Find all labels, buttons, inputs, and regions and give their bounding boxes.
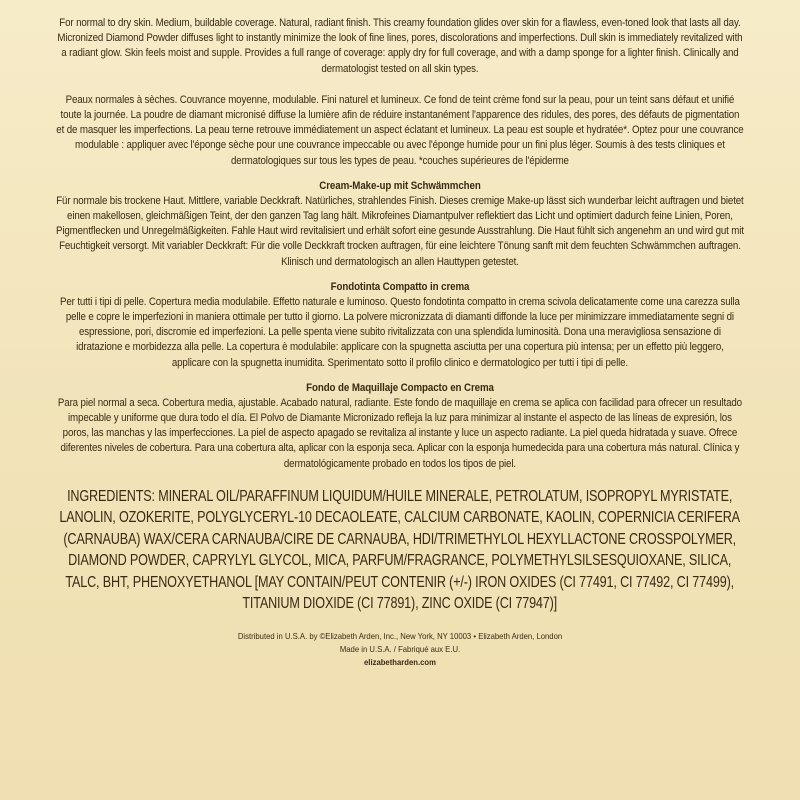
italian-section	[56, 280, 744, 371]
italian-description: Per tutti i tipi di pelle. Copertura media modulabile. Effetto naturale e luminoso. Questo fondotinta compatto in crema scivola delicatamente come una carezza sulla pelle e copre le imperfezioni in maniera ottimale per tutto il giorno. La polvere micronizzata di diamanti diffonde la luce per minimizzare immediatamente segni di espressione, pori, discromie ed imperfezioni. La pelle spenta viene subito rivitalizzata con una splendida luminosità. Dona una meravigliosa sensazione di idratazione e morbidezza alla pelle. La copertura è modulabile: applicare con la spugnetta asciutta per una copertura più intensa; per un effetto più leggero, applicare con la spugnetta inumidita. Sperimentato sotto il profilo clinico e dermatologico per tutti i tipi di pelle.	[60, 295, 740, 369]
made-in-line: Made in U.S.A. / Fabriqué aux E.U.	[339, 644, 461, 655]
english-description: For normal to dry skin. Medium, buildable coverage. Natural, radiant finish. This creamy foundation glides over skin for a flawless, even-toned look that lasts all day. Micronized Diamond Powder diffuses light to instantly minimize the look of fine lines, pores, discolorations and imperfections. Dull skin is immediately revitalized with a radiant glow. Skin feels moist and supple. Provides a full range of coverage: apply dry for full coverage, and with a damp sponge for a lighter finish. Clinically and dermatologist tested on all skin types.	[57, 17, 743, 75]
german-description: Für normale bis trockene Haut. Mittlere, variable Deckkraft. Natürliches, strahlendes Finish. Dieses cremige Make-up lässt sich wunderbar leicht auftragen und bietet einen makellosen, gleichmäßigen Teint, der den ganzen Tag lang hält. Mikrofeines Diamantpulver reflektiert das Licht und optimiert dadurch feine Linien, Poren, Pigmentflecken und Unregelmäßigkeiten. Fahle Haut wird revitalisiert und erhält sofort eine gesunde Ausstrahlung. Die Haut fühlt sich angenehm an und wird gut mit Feuchtigkeit versorgt. Mit variabler Deckkraft: Für die volle Deckkraft trocken auftragen, für eine leichtere Tönung sanft mit dem feuchten Schwämmchen auftragen. Klinisch und dermatologisch an allen Hauttypen getestet.	[56, 194, 744, 268]
german-heading: Cream-Make-up mit Schwämmchen	[319, 179, 481, 192]
footer	[84, 630, 717, 669]
french-description: Peaux normales à sèches. Couvrance moyenne, modulable. Fini naturel et lumineux. Ce fond de teint crème fond sur la peau, pour un teint sans défaut et unifié toute la journée. La poudre de diamant micronisé diffuse la lumière afin de réduire instantanément l'apparence des ridules, des pores, des défauts de pigmentation et de masquer les imperfections. La peau terne retrouve immédiatement un aspect éclatant et lumineux. La peau est souple et hydratée*. Optez pour une couvrance modulable : appliquer avec l'éponge sèche pour une couvrance impeccable ou avec l'éponge humide pour un fini plus léger. Soumis à des tests cliniques et dermatologiques sur tous les types de peau. *couches supérieures de l'épiderme	[56, 93, 744, 167]
french-section	[56, 93, 744, 169]
website-text: elizabetharden.com	[364, 657, 436, 668]
german-section	[56, 179, 744, 270]
distributor-line: Distributed in U.S.A. by ©Elizabeth Arden, Inc., New York, NY 10003 • Elizabeth Arden, London	[237, 631, 563, 642]
english-section	[56, 16, 744, 77]
spanish-heading: Fondo de Maquillaje Compacto en Crema	[306, 381, 494, 394]
ingredients-list: INGREDIENTS: MINERAL OIL/PARAFFINUM LIQUIDUM/HUILE MINERALE, PETROLATUM, ISOPROPYL MYRISTATE, LANOLIN, OZOKERITE, POLYGLYCERYL-10 DECAOLEATE, CALCIUM CARBONATE, KAOLIN, COPERNICIA CERIFERA (CARNAUBA) WAX/CERA CARNAUBA/CIRE DE CARNAUBA, HDI/TRIMETHYLOL HEXYLLACTONE CROSSPOLYMER, DIAMOND POWDER, CAPRYLYL GLYCOL, MICA, PARFUM/FRAGRANCE, POLYMETHYLSILSESQUIOXANE, SILICA, TALC, BHT, PHENOXYETHANOL [MAY CONTAIN/PEUT CONTENIR (+/-) IRON OXIDES (CI 77491, CI 77492, CI 77499), TITANIUM DIOXIDE (CI 77891), ZINC OXIDE (CI 77947)]	[59, 487, 741, 612]
spanish-description: Para piel normal a seca. Cobertura media, ajustable. Acabado natural, radiante. Este fondo de maquillaje en crema se aplica con facilidad para ofrecer un resultado impecable y uniforme que dura todo el día. El Polvo de Diamante Micronizado refleja la luz para minimizar al instante el aspecto de las líneas de expresión, los poros, las manchas y las imperfecciones. La piel de aspecto apagado se revitaliza al instante y luce un aspecto radiante. La piel queda hidratada y suave. Ofrece diferentes niveles de cobertura. Para una cobertura alta, aplicar con la esponja seca. Aplicar con la esponja humedecida para una cobertura más natural. Clínica y dermatológicamente probado en todos los tipos de piel.	[58, 396, 742, 470]
spanish-section	[56, 381, 744, 472]
italian-heading: Fondotinta Compatto in crema	[330, 280, 470, 293]
